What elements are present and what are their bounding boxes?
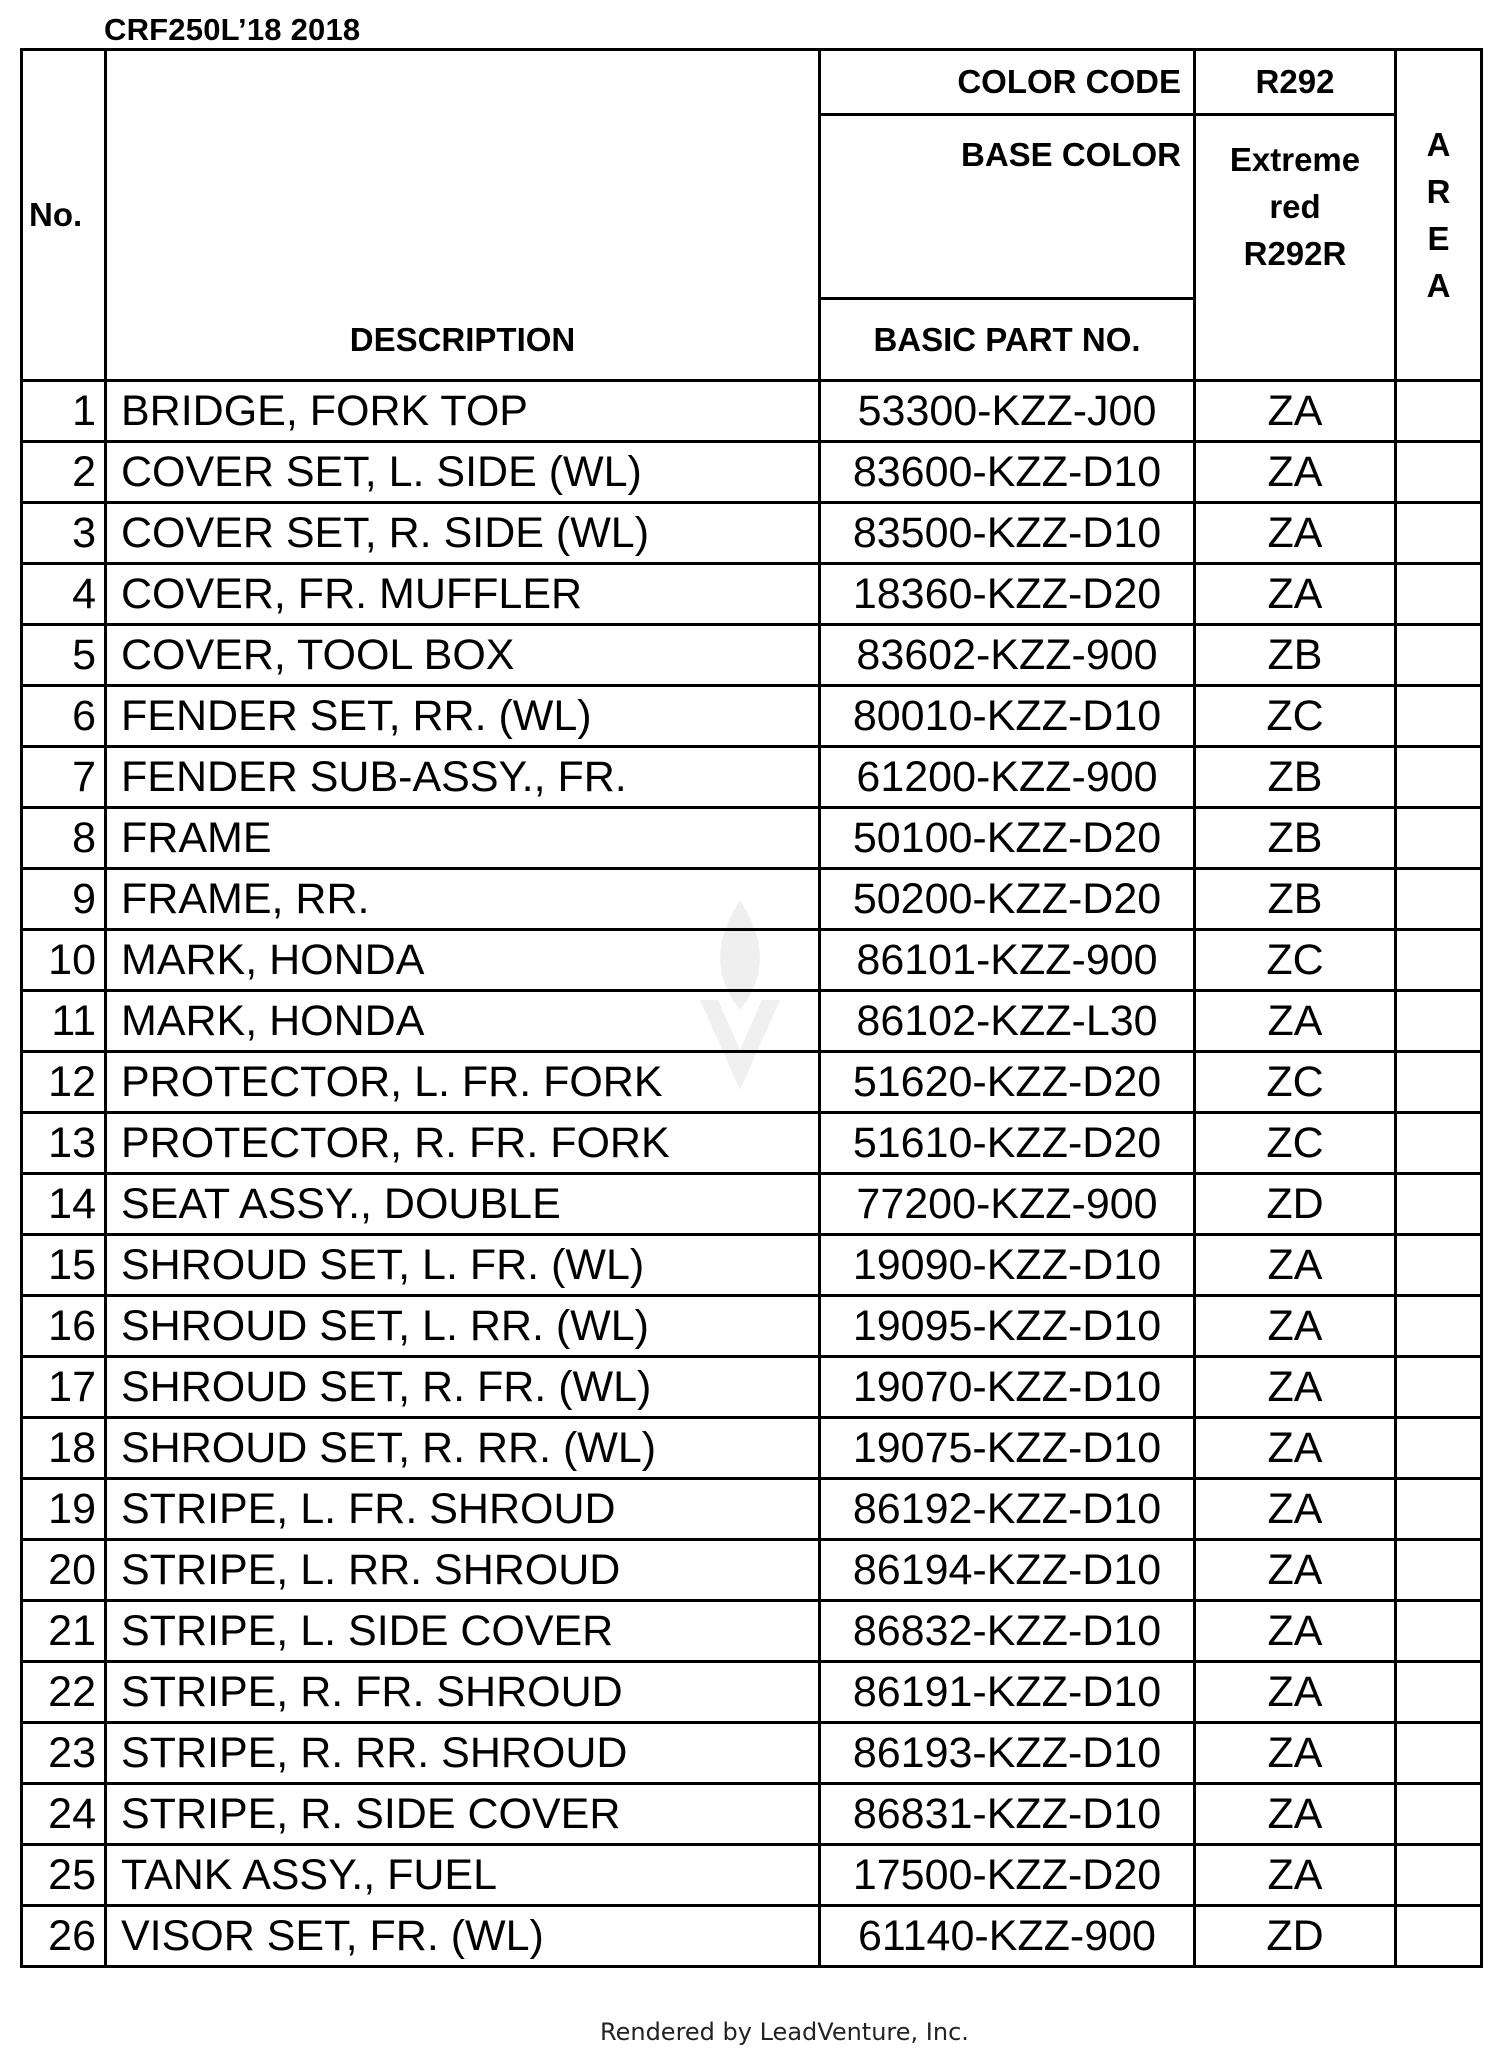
row-description: STRIPE, R. FR. SHROUD xyxy=(106,1662,820,1723)
parts-row xyxy=(22,1052,1482,1113)
parts-row xyxy=(22,747,1482,808)
row-number: 20 xyxy=(22,1540,106,1601)
header-basic-part-no: BASIC PART NO. xyxy=(820,299,1195,381)
row-number: 18 xyxy=(22,1418,106,1479)
row-color: ZC xyxy=(1195,686,1396,747)
row-part-number: 19075-KZZ-D10 xyxy=(820,1418,1195,1479)
row-area xyxy=(1396,1662,1482,1723)
row-description: PROTECTOR, L. FR. FORK xyxy=(106,1052,820,1113)
row-area xyxy=(1396,869,1482,930)
parts-table xyxy=(20,48,1483,1968)
row-description: COVER SET, L. SIDE (WL) xyxy=(106,442,820,503)
row-color: ZA xyxy=(1195,442,1396,503)
row-area xyxy=(1396,503,1482,564)
row-description: COVER, TOOL BOX xyxy=(106,625,820,686)
row-color: ZB xyxy=(1195,625,1396,686)
row-description: SHROUD SET, L. FR. (WL) xyxy=(106,1235,820,1296)
row-part-number: 86101-KZZ-900 xyxy=(820,930,1195,991)
row-area xyxy=(1396,381,1482,442)
row-description: STRIPE, L. SIDE COVER xyxy=(106,1601,820,1662)
row-color: ZA xyxy=(1195,1601,1396,1662)
row-area xyxy=(1396,1296,1482,1357)
parts-row xyxy=(22,1784,1482,1845)
parts-row xyxy=(22,808,1482,869)
parts-row xyxy=(22,1235,1482,1296)
row-part-number: 19095-KZZ-D10 xyxy=(820,1296,1195,1357)
row-number: 8 xyxy=(22,808,106,869)
row-description: PROTECTOR, R. FR. FORK xyxy=(106,1113,820,1174)
header-base-color-label: BASE COLOR xyxy=(820,115,1195,299)
row-color: ZB xyxy=(1195,747,1396,808)
document-title: CRF250L’18 2018 xyxy=(104,12,361,47)
row-color: ZA xyxy=(1195,991,1396,1052)
parts-row xyxy=(22,625,1482,686)
row-part-number: 86832-KZZ-D10 xyxy=(820,1601,1195,1662)
row-area xyxy=(1396,991,1482,1052)
header-color-code-label: COLOR CODE xyxy=(820,50,1195,115)
row-part-number: 86194-KZZ-D10 xyxy=(820,1540,1195,1601)
row-number: 13 xyxy=(22,1113,106,1174)
row-part-number: 61200-KZZ-900 xyxy=(820,747,1195,808)
row-number: 12 xyxy=(22,1052,106,1113)
parts-row xyxy=(22,503,1482,564)
row-color: ZD xyxy=(1195,1174,1396,1235)
row-number: 25 xyxy=(22,1845,106,1906)
parts-row xyxy=(22,1174,1482,1235)
row-color: ZA xyxy=(1195,1418,1396,1479)
row-description: SHROUD SET, R. FR. (WL) xyxy=(106,1357,820,1418)
row-color: ZA xyxy=(1195,381,1396,442)
parts-row xyxy=(22,1906,1482,1967)
row-color: ZD xyxy=(1195,1906,1396,1967)
row-number: 1 xyxy=(22,381,106,442)
header-color-code-value: R292 xyxy=(1195,50,1396,115)
row-area xyxy=(1396,1479,1482,1540)
parts-row xyxy=(22,1540,1482,1601)
base-color-line: red xyxy=(1269,188,1321,225)
row-color: ZA xyxy=(1195,1479,1396,1540)
row-number: 11 xyxy=(22,991,106,1052)
row-color: ZA xyxy=(1195,564,1396,625)
row-description: FENDER SET, RR. (WL) xyxy=(106,686,820,747)
parts-row xyxy=(22,1113,1482,1174)
footer-note: Rendered by LeadVenture, Inc. xyxy=(600,2018,969,2046)
row-number: 3 xyxy=(22,503,106,564)
row-area xyxy=(1396,1601,1482,1662)
parts-row xyxy=(22,1845,1482,1906)
row-number: 9 xyxy=(22,869,106,930)
row-color: ZA xyxy=(1195,1235,1396,1296)
row-number: 22 xyxy=(22,1662,106,1723)
row-description: MARK, HONDA xyxy=(106,930,820,991)
row-part-number: 86193-KZZ-D10 xyxy=(820,1723,1195,1784)
row-part-number: 50100-KZZ-D20 xyxy=(820,808,1195,869)
row-number: 15 xyxy=(22,1235,106,1296)
row-area xyxy=(1396,747,1482,808)
row-number: 17 xyxy=(22,1357,106,1418)
row-description: COVER, FR. MUFFLER xyxy=(106,564,820,625)
row-description: STRIPE, L. FR. SHROUD xyxy=(106,1479,820,1540)
row-number: 26 xyxy=(22,1906,106,1967)
row-color: ZA xyxy=(1195,1845,1396,1906)
row-part-number: 80010-KZZ-D10 xyxy=(820,686,1195,747)
row-description: SHROUD SET, L. RR. (WL) xyxy=(106,1296,820,1357)
row-area xyxy=(1396,930,1482,991)
header-area-letter: E xyxy=(1427,220,1450,257)
parts-rows xyxy=(22,381,1482,1967)
row-area xyxy=(1396,1906,1482,1967)
row-part-number: 53300-KZZ-J00 xyxy=(820,381,1195,442)
row-description: MARK, HONDA xyxy=(106,991,820,1052)
row-area xyxy=(1396,1723,1482,1784)
row-part-number: 17500-KZZ-D20 xyxy=(820,1845,1195,1906)
row-area xyxy=(1396,1540,1482,1601)
row-color: ZC xyxy=(1195,1113,1396,1174)
row-description: TANK ASSY., FUEL xyxy=(106,1845,820,1906)
row-number: 14 xyxy=(22,1174,106,1235)
row-area xyxy=(1396,442,1482,503)
row-area xyxy=(1396,1235,1482,1296)
row-description: BRIDGE, FORK TOP xyxy=(106,381,820,442)
row-part-number: 19090-KZZ-D10 xyxy=(820,1235,1195,1296)
header-area-letter: A xyxy=(1426,126,1451,163)
row-part-number: 86191-KZZ-D10 xyxy=(820,1662,1195,1723)
row-number: 16 xyxy=(22,1296,106,1357)
row-area xyxy=(1396,625,1482,686)
row-area xyxy=(1396,686,1482,747)
parts-row xyxy=(22,564,1482,625)
row-color: ZB xyxy=(1195,808,1396,869)
header-description: DESCRIPTION xyxy=(106,50,820,381)
row-area xyxy=(1396,1357,1482,1418)
row-part-number: 77200-KZZ-900 xyxy=(820,1174,1195,1235)
row-area xyxy=(1396,808,1482,869)
row-number: 7 xyxy=(22,747,106,808)
row-description: SEAT ASSY., DOUBLE xyxy=(106,1174,820,1235)
row-part-number: 83600-KZZ-D10 xyxy=(820,442,1195,503)
row-description: STRIPE, R. SIDE COVER xyxy=(106,1784,820,1845)
row-number: 23 xyxy=(22,1723,106,1784)
row-area xyxy=(1396,1174,1482,1235)
row-description: VISOR SET, FR. (WL) xyxy=(106,1906,820,1967)
row-color: ZA xyxy=(1195,503,1396,564)
row-area xyxy=(1396,1418,1482,1479)
parts-row xyxy=(22,1479,1482,1540)
row-part-number: 83602-KZZ-900 xyxy=(820,625,1195,686)
row-color: ZA xyxy=(1195,1540,1396,1601)
parts-row xyxy=(22,869,1482,930)
parts-row xyxy=(22,1418,1482,1479)
row-description: STRIPE, R. RR. SHROUD xyxy=(106,1723,820,1784)
row-area xyxy=(1396,1113,1482,1174)
header-area-letter: A xyxy=(1426,267,1451,304)
row-number: 10 xyxy=(22,930,106,991)
row-area xyxy=(1396,1845,1482,1906)
row-color: ZC xyxy=(1195,930,1396,991)
row-color: ZA xyxy=(1195,1723,1396,1784)
row-number: 4 xyxy=(22,564,106,625)
header-area xyxy=(1396,50,1482,381)
row-color: ZA xyxy=(1195,1296,1396,1357)
row-color: ZA xyxy=(1195,1784,1396,1845)
row-part-number: 83500-KZZ-D10 xyxy=(820,503,1195,564)
row-description: STRIPE, L. RR. SHROUD xyxy=(106,1540,820,1601)
row-number: 5 xyxy=(22,625,106,686)
row-description: FRAME, RR. xyxy=(106,869,820,930)
parts-row xyxy=(22,1357,1482,1418)
parts-row xyxy=(22,686,1482,747)
row-area xyxy=(1396,564,1482,625)
row-part-number: 50200-KZZ-D20 xyxy=(820,869,1195,930)
row-color: ZA xyxy=(1195,1357,1396,1418)
row-number: 19 xyxy=(22,1479,106,1540)
row-part-number: 86831-KZZ-D10 xyxy=(820,1784,1195,1845)
base-color-line: R292R xyxy=(1243,235,1347,272)
header-area-letter: R xyxy=(1426,173,1451,210)
row-part-number: 61140-KZZ-900 xyxy=(820,1906,1195,1967)
parts-row xyxy=(22,1723,1482,1784)
row-number: 2 xyxy=(22,442,106,503)
row-description: FRAME xyxy=(106,808,820,869)
header-no: No. xyxy=(22,50,106,381)
parts-row xyxy=(22,381,1482,442)
row-part-number: 86102-KZZ-L30 xyxy=(820,991,1195,1052)
parts-row xyxy=(22,442,1482,503)
base-color-line: Extreme xyxy=(1229,141,1361,178)
row-description: SHROUD SET, R. RR. (WL) xyxy=(106,1418,820,1479)
parts-row xyxy=(22,1601,1482,1662)
row-number: 21 xyxy=(22,1601,106,1662)
parts-row xyxy=(22,1662,1482,1723)
row-part-number: 51620-KZZ-D20 xyxy=(820,1052,1195,1113)
row-area xyxy=(1396,1784,1482,1845)
parts-row xyxy=(22,1296,1482,1357)
row-part-number: 18360-KZZ-D20 xyxy=(820,564,1195,625)
parts-row xyxy=(22,991,1482,1052)
row-color: ZB xyxy=(1195,869,1396,930)
row-color: ZA xyxy=(1195,1662,1396,1723)
row-part-number: 86192-KZZ-D10 xyxy=(820,1479,1195,1540)
row-description: FENDER SUB-ASSY., FR. xyxy=(106,747,820,808)
row-part-number: 19070-KZZ-D10 xyxy=(820,1357,1195,1418)
header-base-color-value xyxy=(1195,115,1396,381)
row-part-number: 51610-KZZ-D20 xyxy=(820,1113,1195,1174)
row-color: ZC xyxy=(1195,1052,1396,1113)
row-number: 24 xyxy=(22,1784,106,1845)
row-area xyxy=(1396,1052,1482,1113)
parts-row xyxy=(22,930,1482,991)
row-number: 6 xyxy=(22,686,106,747)
row-description: COVER SET, R. SIDE (WL) xyxy=(106,503,820,564)
